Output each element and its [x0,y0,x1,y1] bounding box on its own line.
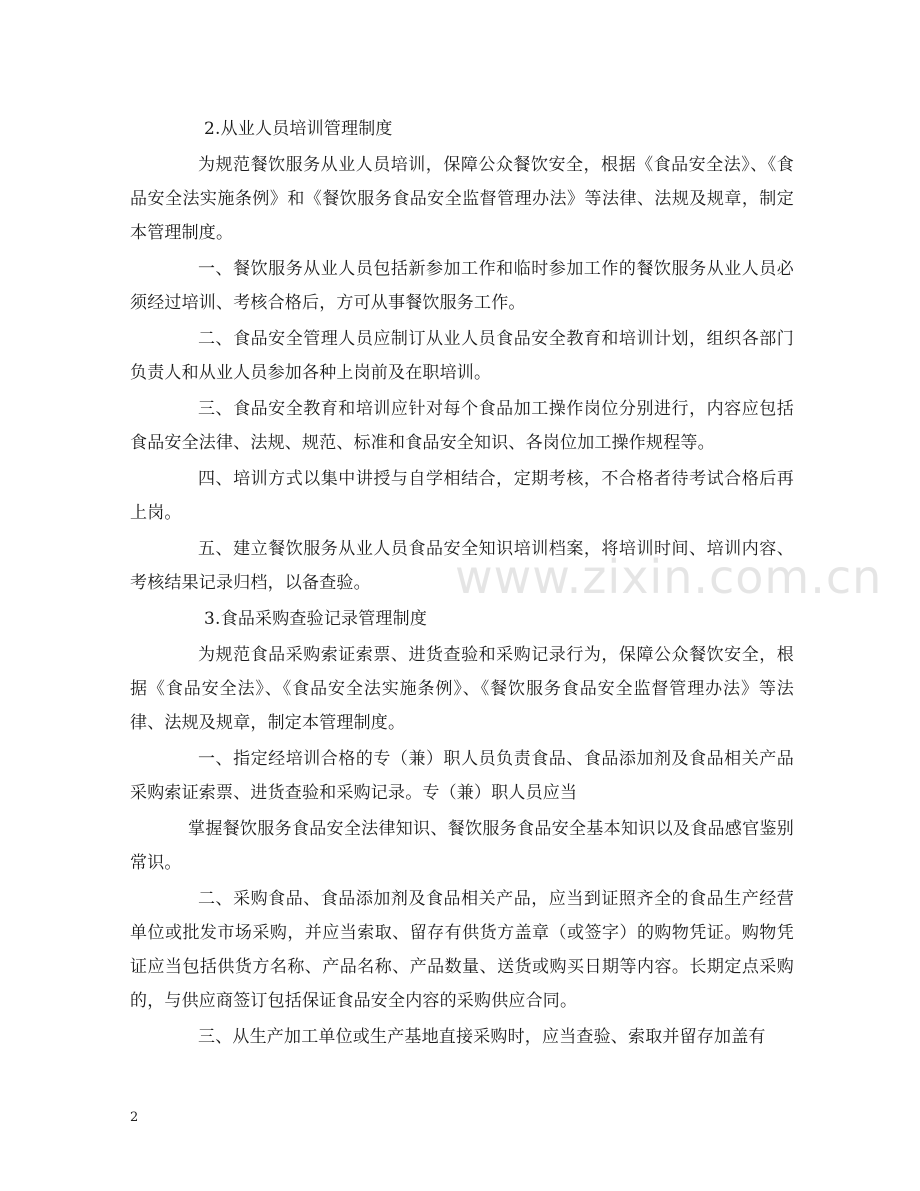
paragraph: 为规范餐饮服务从业人员培训，保障公众餐饮安全，根据《食品安全法》、《食品安全法实施条例》和《餐饮服务食品安全监督管理办法》等法律、法规及规章，制定本管理制度。 [130,155,794,243]
paragraph: 四、培训方式以集中讲授与自学相结合，定期考核，不合格者待考试合格后再上岗。 [130,469,794,523]
paragraph: 一、指定经培训合格的专（兼）职人员负责食品、食品添加剂及食品相关产品采购索证索票、进货查验和采购记录。专（兼）职人员应当 [130,749,794,803]
paragraph: 五、建立餐饮服务从业人员食品安全知识培训档案，将培训时间、培训内容、考核结果记录归档，以备查验。 [130,539,794,593]
page-number: 2 [130,1110,139,1125]
paragraph: 为规范食品采购索证索票、进货查验和采购记录行为，保障公众餐饮安全，根据《食品安全法》、《食品安全法实施条例》、《餐饮服务食品安全监督管理办法》等法律、法规及规章，制定本管理制度。 [130,645,794,733]
paragraph: 二、采购食品、食品添加剂及食品相关产品，应当到证照齐全的食品生产经营单位或批发市场采购，并应当索取、留存有供货方盖章（或签字）的购物凭证。购物凭证应当包括供货方名称、产品名称、产品数量、送货或购买日期等内容。长期定点采购的，与供应商签订包括保证食品安全内容的采购供应合同。 [130,889,794,1011]
paragraph: 三、从生产加工单位或生产基地直接采购时，应当查验、索取并留存加盖有 [198,1027,766,1047]
paragraph: 二、食品安全管理人员应制订从业人员食品安全教育和培训计划，组织各部门负责人和从业人员参加各种上岗前及在职培训。 [130,329,794,383]
watermark: www.zixin.com.cn [455,550,883,604]
paragraph: 三、食品安全教育和培训应针对每个食品加工操作岗位分别进行，内容应包括食品安全法律、法规、规范、标准和食品安全知识、各岗位加工操作规程等。 [130,399,794,453]
section-heading-purchasing: 3.食品采购查验记录管理制度 [204,609,428,629]
paragraph-continuation: 掌握餐饮服务食品安全法律知识、餐饮服务食品安全基本知识以及食品感官鉴别常识。 [130,819,794,873]
paragraph: 一、餐饮服务从业人员包括新参加工作和临时参加工作的餐饮服务从业人员必须经过培训、考核合格后，方可从事餐饮服务工作。 [130,259,794,313]
section-heading-training: 2.从业人员培训管理制度 [204,119,393,139]
